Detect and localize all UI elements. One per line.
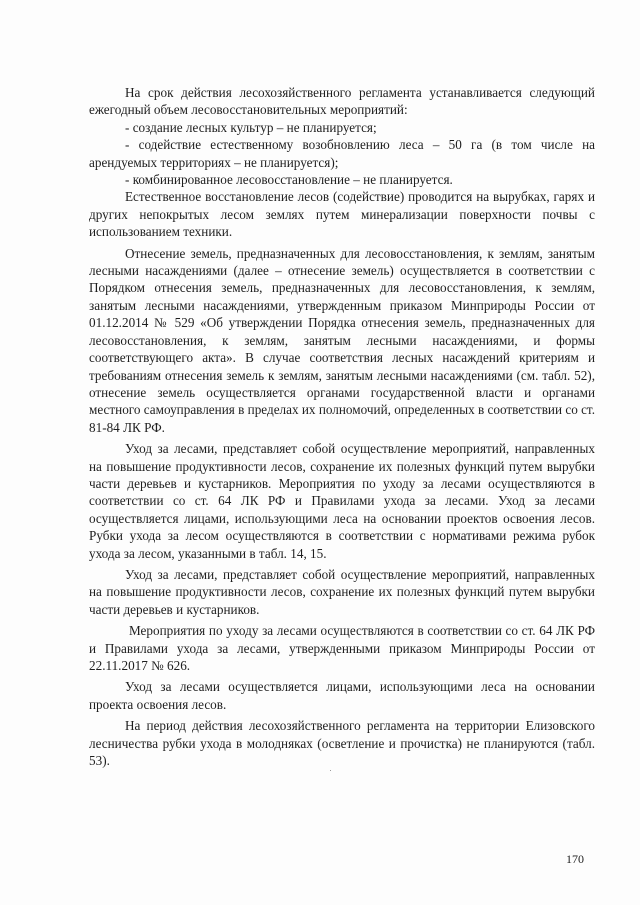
paragraph-thinning-plan: На период действия лесохозяйственного регламента на территории Елизовского лесничества рубки ухода в молодняках (осветление и прочистка) не планируются (табл. 53). — [89, 718, 595, 769]
scan-speck — [330, 770, 331, 771]
paragraph-care-users: Уход за лесами осуществляется лицами, использующими леса на основании проекта освоения лесов. — [89, 679, 595, 712]
paragraph-forest-care-1: Уход за лесами, представляет собой осуществление мероприятий, направленных на повышение продуктивности лесов, сохранение их полезных функций путем вырубки части деревьев и кустарников. Мероприятия по уходу за лесами осуществляются в соответствии со ст. 64 ЛК РФ и Правилами ухода за лесами. Уход за лесами осуществляется лицами, использующими леса на основании проектов освоения лесов. Рубки ухода за лесом осуществляются в соответствии с нормативами режима рубок ухода за лесом, указанными в табл. 14, 15. — [89, 441, 595, 561]
list-item-forest-cultures: - создание лесных культур – не планируется; — [125, 119, 377, 135]
paragraph-care-measures: Мероприятия по уходу за лесами осуществляются в соответствии со ст. 64 ЛК РФ и Правилами ухода за лесами, утвержденными приказом Минприроды России от 22.11.2017 № 626. — [89, 623, 595, 673]
list-item-natural-renewal: - содействие естественному возобновлению леса – 50 га (в том числе на арендуемых территориях – не планируется); — [89, 137, 595, 170]
page-number: 170 — [566, 852, 584, 866]
list-item-combined-restoration: - комбинированное лесовосстановление – не планируется. — [125, 172, 453, 188]
paragraph-natural-restoration: Естественное восстановление лесов (содействие) проводится на вырубках, гарях и других непокрытых лесом землях путем минерализации поверхности почвы с использованием техники. — [89, 189, 595, 240]
paragraph-forest-care-2: Уход за лесами, представляет собой осуществление мероприятий, направленных на повышение продуктивности лесов, сохранение их полезных функций путем вырубки части деревьев и кустарников. — [89, 566, 595, 617]
document-body — [89, 84, 595, 769]
paragraph-intro: На срок действия лесохозяйственного регламента устанавливается следующий ежегодный объем лесовосстановительных мероприятий: — [89, 85, 595, 118]
paragraph-land-assignment: Отнесение земель, предназначенных для лесовосстановления, к землям, занятым лесными насаждениями (далее – отнесение земель) осуществляется в соответствии с Порядком отнесения земель, предназначенных для лесовосстановления, к землям, занятым лесными насаждениями, утвержденным приказом Минприроды России от 01.12.2014 № 529 «Об утверждении Порядка отнесения земель, предназначенных для лесовосстановления, к землям, занятым лесными насаждениями, и формы соответствующего акта». В случае соответствия лесных насаждений критериям и требованиям отнесения земель к землям, занятым лесными насаждениями (см. табл. 52), отнесение земель осуществляется органами государственной власти и органами местного самоуправления в пределах их полномочий, определенных в соответствии со ст. 81-84 ЛК РФ. — [89, 245, 596, 435]
